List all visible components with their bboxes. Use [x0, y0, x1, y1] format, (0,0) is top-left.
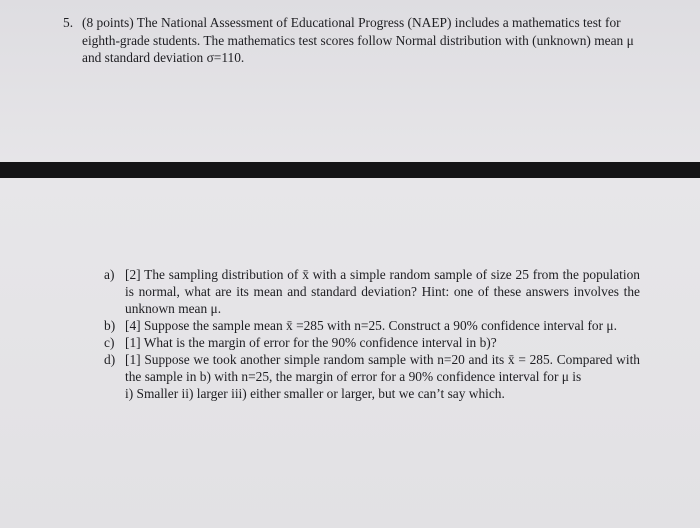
answer-choices: i) Smaller ii) larger iii) either smaller or larger, but we can’t say which.: [125, 386, 505, 401]
question-a: [104, 266, 640, 317]
question-label: a): [104, 267, 115, 282]
problem-statement: [63, 14, 643, 67]
question-label: d): [104, 352, 116, 367]
problem-text: (8 points) The National Assessment of Educational Progress (NAEP) includes a mathematics test for eighth-grade students. The mathematics test scores follow Normal distribution with (unknown) mean μ and standard deviation σ=110.: [82, 15, 634, 65]
question-list: [104, 266, 640, 402]
question-text: [1] What is the margin of error for the 90% confidence interval in b)?: [125, 335, 497, 350]
question-text: [1] Suppose we took another simple random sample with n=20 and its x̄ = 285. Compared with the sample in b) with n=25, the margin of error for a 90% confidence interval for μ is: [125, 352, 640, 384]
question-b: [104, 317, 640, 334]
question-label: c): [104, 335, 115, 350]
question-d: [104, 351, 640, 402]
question-label: b): [104, 318, 116, 333]
question-text: [2] The sampling distribution of x̄ with a simple random sample of size 25 from the population is normal, what are its mean and standard deviation? Hint: one of these answers involves the unknown mean μ.: [125, 267, 640, 316]
black-divider-bar: [0, 162, 700, 178]
problem-number: 5.: [63, 15, 74, 30]
question-c: [104, 334, 640, 351]
page-top-section: [0, 0, 700, 162]
question-text: [4] Suppose the sample mean x̄ =285 with n=25. Construct a 90% confidence interval for μ.: [125, 318, 617, 333]
